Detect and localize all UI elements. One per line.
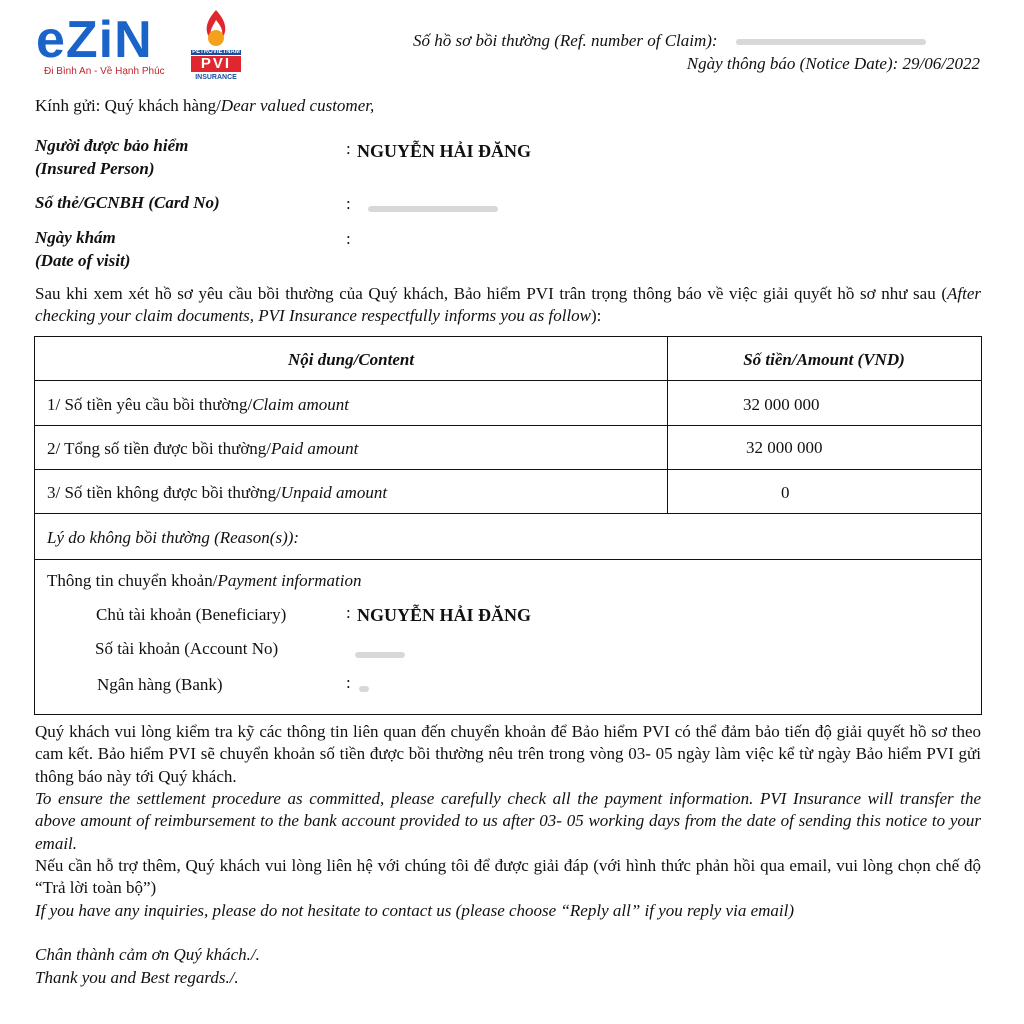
card-colon: : xyxy=(346,194,351,213)
account-no-redacted xyxy=(355,652,405,658)
reason-label: Lý do không bồi thường (Reason(s)): xyxy=(47,528,300,547)
table-header-content: Nội dung/Content xyxy=(287,350,415,369)
pvi-logo-bottom-text: INSURANCE xyxy=(195,74,237,81)
closing-en: Thank you and Best regards./. xyxy=(35,968,239,987)
ezin-logo-tagline: Đi Bình An - Về Hạnh Phúc xyxy=(44,66,165,77)
visit-colon: : xyxy=(346,229,351,248)
visit-date-label: Ngày khám (Date of visit) xyxy=(35,228,131,270)
greeting: Kính gửi: Quý khách hàng/Dear valued customer, xyxy=(35,96,375,115)
card-no-redacted xyxy=(368,206,498,212)
table-row-paid-amount: 32 000 000 xyxy=(746,438,823,457)
bank-label: Ngân hàng (Bank) xyxy=(97,675,223,694)
ezin-logo-text: eZiN xyxy=(36,11,153,69)
table-header-amount: Số tiền/Amount (VND) xyxy=(743,350,905,369)
table-row-unpaid-label: 3/ Số tiền không được bồi thường/Unpaid amount xyxy=(47,483,388,502)
closing-vi: Chân thành cảm ơn Quý khách./. xyxy=(35,945,260,964)
beneficiary-label: Chủ tài khoản (Beneficiary) xyxy=(96,605,287,624)
payment-check-note-en: To ensure the settlement procedure as committed, please carefully check all the payment information. PVI Insurance will transfer the above amount of reimbursement to the bank account provided to us after 03- 05 working days from the date of sending this notice to your email. xyxy=(35,789,981,853)
claim-ref-redacted xyxy=(736,39,926,45)
ezin-logo xyxy=(36,11,165,77)
notice-date: Ngày thông báo (Notice Date): 29/06/2022 xyxy=(686,54,980,73)
claim-table xyxy=(34,336,982,715)
beneficiary-value: NGUYỄN HẢI ĐĂNG xyxy=(357,605,532,625)
table-divider xyxy=(35,425,981,426)
bank-redacted xyxy=(359,686,369,692)
table-divider xyxy=(35,469,981,470)
beneficiary-colon: : xyxy=(346,603,351,622)
insured-person-value: NGUYỄN HẢI ĐĂNG xyxy=(357,141,532,161)
pvi-logo xyxy=(191,6,241,82)
payment-info-title: Thông tin chuyển khoản/Payment information xyxy=(47,571,362,590)
table-divider xyxy=(35,513,981,514)
card-no-label: Số thẻ/GCNBH (Card No) xyxy=(35,193,220,212)
claim-ref-label: Số hồ sơ bồi thường (Ref. number of Claim): xyxy=(413,31,926,51)
intro-paragraph: Sau khi xem xét hồ sơ yêu cầu bồi thường của Quý khách, Bảo hiểm PVI trân trọng thông báo về việc giải quyết hồ sơ như sau (After checking your claim documents, PVI Insurance respectfully informs you as follow): xyxy=(35,284,981,326)
table-divider xyxy=(35,380,981,381)
insured-person-label: Người được bảo hiểm (Insured Person) xyxy=(35,136,189,178)
table-row-unpaid-amount: 0 xyxy=(781,483,790,502)
account-no-label: Số tài khoản (Account No) xyxy=(95,639,279,658)
table-row-claim-amount: 32 000 000 xyxy=(743,395,820,414)
insured-colon: : xyxy=(346,139,351,158)
table-row-paid-label: 2/ Tổng số tiền được bồi thường/Paid amount xyxy=(47,439,359,458)
pvi-logo-main-text: PVI xyxy=(191,56,241,72)
payment-check-note-vi: Quý khách vui lòng kiểm tra kỹ các thông tin liên quan đến chuyển khoản để Bảo hiểm PVI có thể đảm bảo tiến độ giải quyết hồ sơ theo cam kết. Bảo hiểm PVI sẽ chuyển khoản số tiền được bồi thường nêu trên trong vòng 03- 05 ngày làm việc kể từ ngày Bảo hiểm PVI gửi thông báo này tới Quý khách. xyxy=(35,722,981,786)
table-divider xyxy=(35,559,981,560)
support-note-en: If you have any inquiries, please do not hesitate to contact us (please choose “Reply all” if you reply via email) xyxy=(35,901,795,920)
pvi-logo-top-text: PETROVIETNAM xyxy=(192,49,240,55)
support-note-vi: Nếu cần hỗ trợ thêm, Quý khách vui lòng liên hệ với chúng tôi để được giải đáp (với hình thức phản hồi qua email, vui lòng chọn chế độ “Trả lời toàn bộ”) xyxy=(35,856,981,898)
table-row-claim-label: 1/ Số tiền yêu cầu bồi thường/Claim amount xyxy=(47,395,349,414)
bank-colon: : xyxy=(346,673,351,692)
